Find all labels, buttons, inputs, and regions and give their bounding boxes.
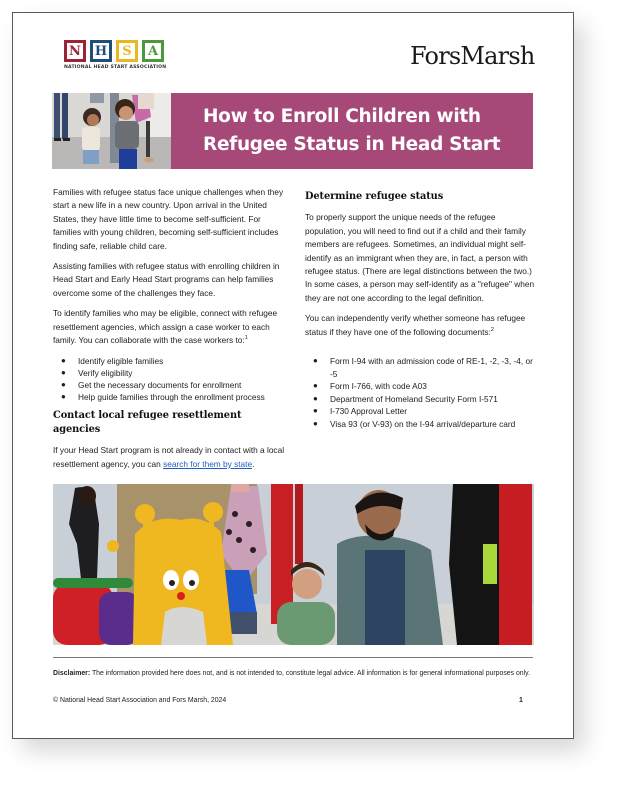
title-line-1: How to Enroll Children with: [203, 106, 481, 127]
footnote-1: 1: [244, 335, 248, 342]
bullet-icon: ●: [313, 356, 318, 366]
documents-list: [305, 355, 537, 431]
list-item-text: Verify eligibility: [78, 368, 133, 379]
assist-paragraph: Assisting families with refugee status with enrolling children in Head Start and Early Head Start programs can help families overcome some of the challenges they face.: [53, 261, 280, 298]
list-item: [53, 379, 289, 391]
identify-paragraph: [53, 307, 289, 347]
list-item: [53, 391, 289, 403]
intro-paragraph: Families with refugee status face unique challenges when they start a new life in a new country. Upon arrival in the United States, they have little time to become self-sufficient. For families with young children, becoming self-sufficient includes finding safe, reliable child care.: [53, 187, 284, 251]
disclaimer-text: The information provided here does not, and is not intended to, constitute legal advice. All information is for general informational purposes only.: [90, 670, 531, 677]
bullet-icon: ●: [313, 406, 318, 416]
nhsa-block-h: H: [90, 40, 112, 62]
list-item-text: Form I-766, with code A03: [330, 381, 427, 392]
footer-divider: [53, 657, 533, 658]
list-item: [305, 393, 537, 406]
title-line-2: Refugee Status in Head Start: [203, 134, 501, 155]
playroom-image: [53, 484, 534, 645]
list-item: [53, 367, 289, 379]
contact-text: If your Head Start program is not already in contact with a local resettlement agency, you can: [53, 445, 285, 469]
list-item-text: I-730 Approval Letter: [330, 406, 408, 417]
verify-paragraph: [305, 312, 537, 339]
verify-text: You can independently verify whether someone has refugee status if they have one of the following documents:: [305, 313, 526, 337]
nhsa-name: NATIONAL HEAD START ASSOCIATION: [64, 65, 167, 70]
bullet-icon: ●: [313, 381, 318, 391]
forsmarsh-logo: ForsMarsh: [410, 42, 535, 70]
nhsa-logo: [64, 40, 166, 70]
list-item-text: Visa 93 (or V-93) on the I-94 arrival/departure card: [330, 419, 516, 430]
bullet-icon: ●: [61, 368, 66, 378]
footnote-2: 2: [490, 326, 494, 333]
identify-text: To identify families who may be eligible, connect with refugee resettlement agencies, which assign a case worker to each family. You can collaborate with the case workers to:: [53, 308, 278, 346]
contact-suffix: .: [252, 458, 255, 469]
disclaimer-label: Disclaimer:: [53, 670, 91, 677]
bullet-icon: ●: [61, 356, 66, 366]
children-walking-image: [52, 93, 171, 169]
bullet-icon: ●: [313, 419, 318, 429]
page-title: [171, 93, 533, 169]
nhsa-block-a: A: [142, 40, 164, 62]
disclaimer: [53, 668, 533, 680]
right-column: [305, 190, 537, 437]
list-item: [305, 355, 537, 380]
contact-agencies-heading: Contact local refugee resettlement agencies: [53, 410, 242, 435]
list-item-text: Identify eligible families: [78, 356, 164, 367]
page-number: 1: [519, 697, 523, 704]
bullet-icon: ●: [61, 380, 66, 390]
copyright: © National Head Start Association and Fors Marsh, 2024: [53, 697, 227, 704]
list-item-text: Help guide families through the enrollment process: [78, 392, 265, 403]
nhsa-block-n: N: [64, 40, 86, 62]
search-by-state-link[interactable]: search for them by state: [163, 458, 253, 469]
list-item-text: Department of Homeland Security Form I-571: [330, 393, 498, 404]
list-item-text: Get the necessary documents for enrollment: [78, 380, 242, 391]
list-item: [305, 380, 537, 393]
nhsa-blocks: [64, 40, 166, 62]
bullet-icon: ●: [61, 392, 66, 402]
determine-status-heading: Determine refugee status: [305, 191, 444, 202]
determine-paragraph: To properly support the unique needs of the refugee population, you will need to find out if a child and their family members are refugees. Sometimes, an individual might self-identify as an immigrant when they are, in fact, a person with refugee status. (There are legal distinctions between the two.) In some cases, a person may self-identify as a "refugee" when they are not one according to the legal definition.: [305, 212, 535, 303]
banner-photo: [52, 93, 171, 169]
list-item: [305, 405, 537, 418]
list-item: [305, 418, 537, 431]
nhsa-block-s: S: [116, 40, 138, 62]
contact-paragraph: [53, 444, 289, 471]
family-playroom-photo: [53, 484, 534, 645]
bullet-icon: ●: [313, 393, 318, 403]
title-banner: [52, 93, 533, 169]
left-column: [53, 186, 289, 478]
case-worker-list: [53, 355, 289, 403]
list-item: [53, 355, 289, 367]
list-item-text: Form I-94 with an admission code of RE-1, -2, -3, -4, or -5: [330, 356, 533, 379]
